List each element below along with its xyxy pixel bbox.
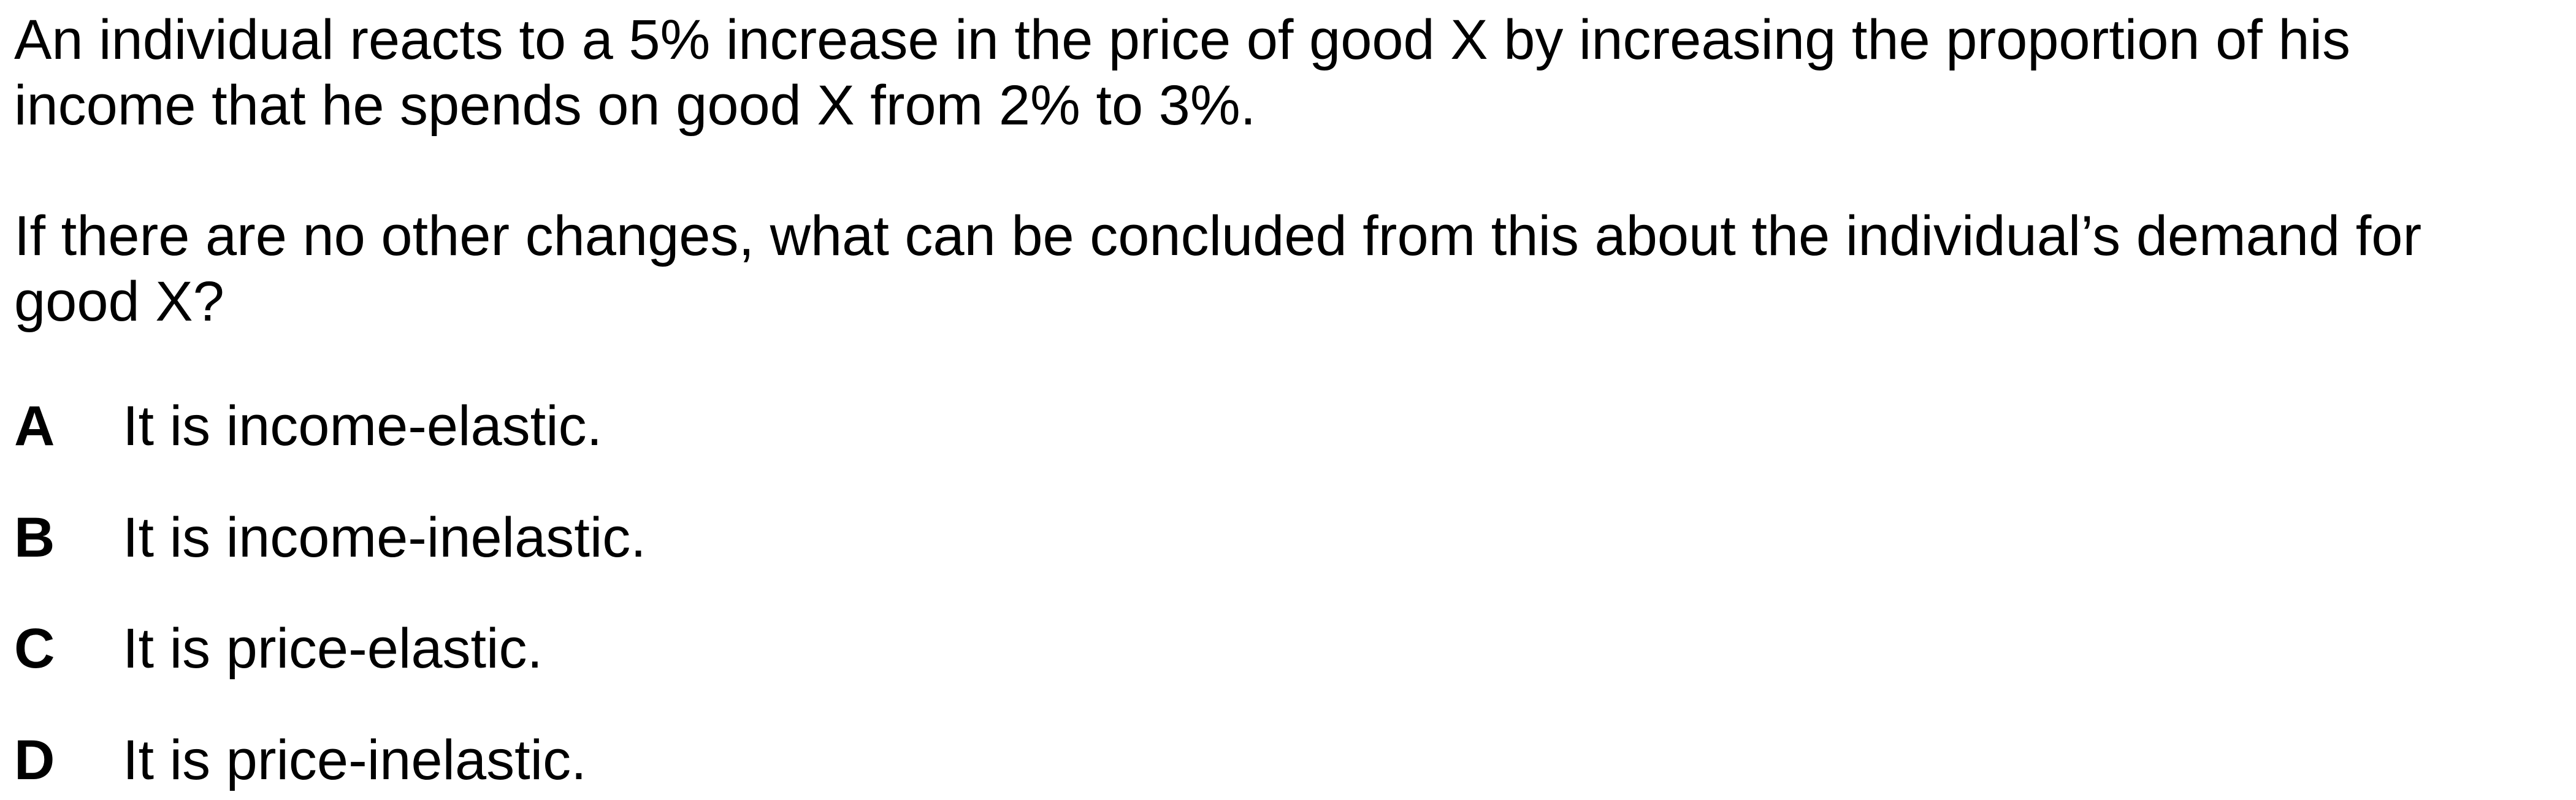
option-b[interactable] xyxy=(14,504,1854,571)
question-stem-line-2: income that he spends on good X from 2% to 3%. xyxy=(14,74,1256,137)
option-text: It is price-elastic. xyxy=(123,617,543,680)
option-text: It is income-elastic. xyxy=(123,395,603,457)
option-a[interactable] xyxy=(14,392,1854,460)
option-d[interactable] xyxy=(14,726,1854,794)
option-text: It is income-inelastic. xyxy=(123,506,646,569)
option-letter: A xyxy=(14,395,55,457)
option-letter: B xyxy=(14,506,55,569)
option-text: It is price-inelastic. xyxy=(123,729,587,791)
question-prompt-line-2: good X? xyxy=(14,270,224,333)
option-c[interactable] xyxy=(14,615,1854,682)
question-stem-line-1: An individual reacts to a 5% increase in the price of good X by increasing the proportion of his xyxy=(14,9,2351,71)
option-letter: C xyxy=(14,617,55,680)
question-stem xyxy=(14,7,2528,139)
question-prompt-line-1: If there are no other changes, what can be concluded from this about the individual’s demand for xyxy=(14,205,2422,267)
option-letter: D xyxy=(14,729,55,791)
question-prompt xyxy=(14,204,2528,335)
